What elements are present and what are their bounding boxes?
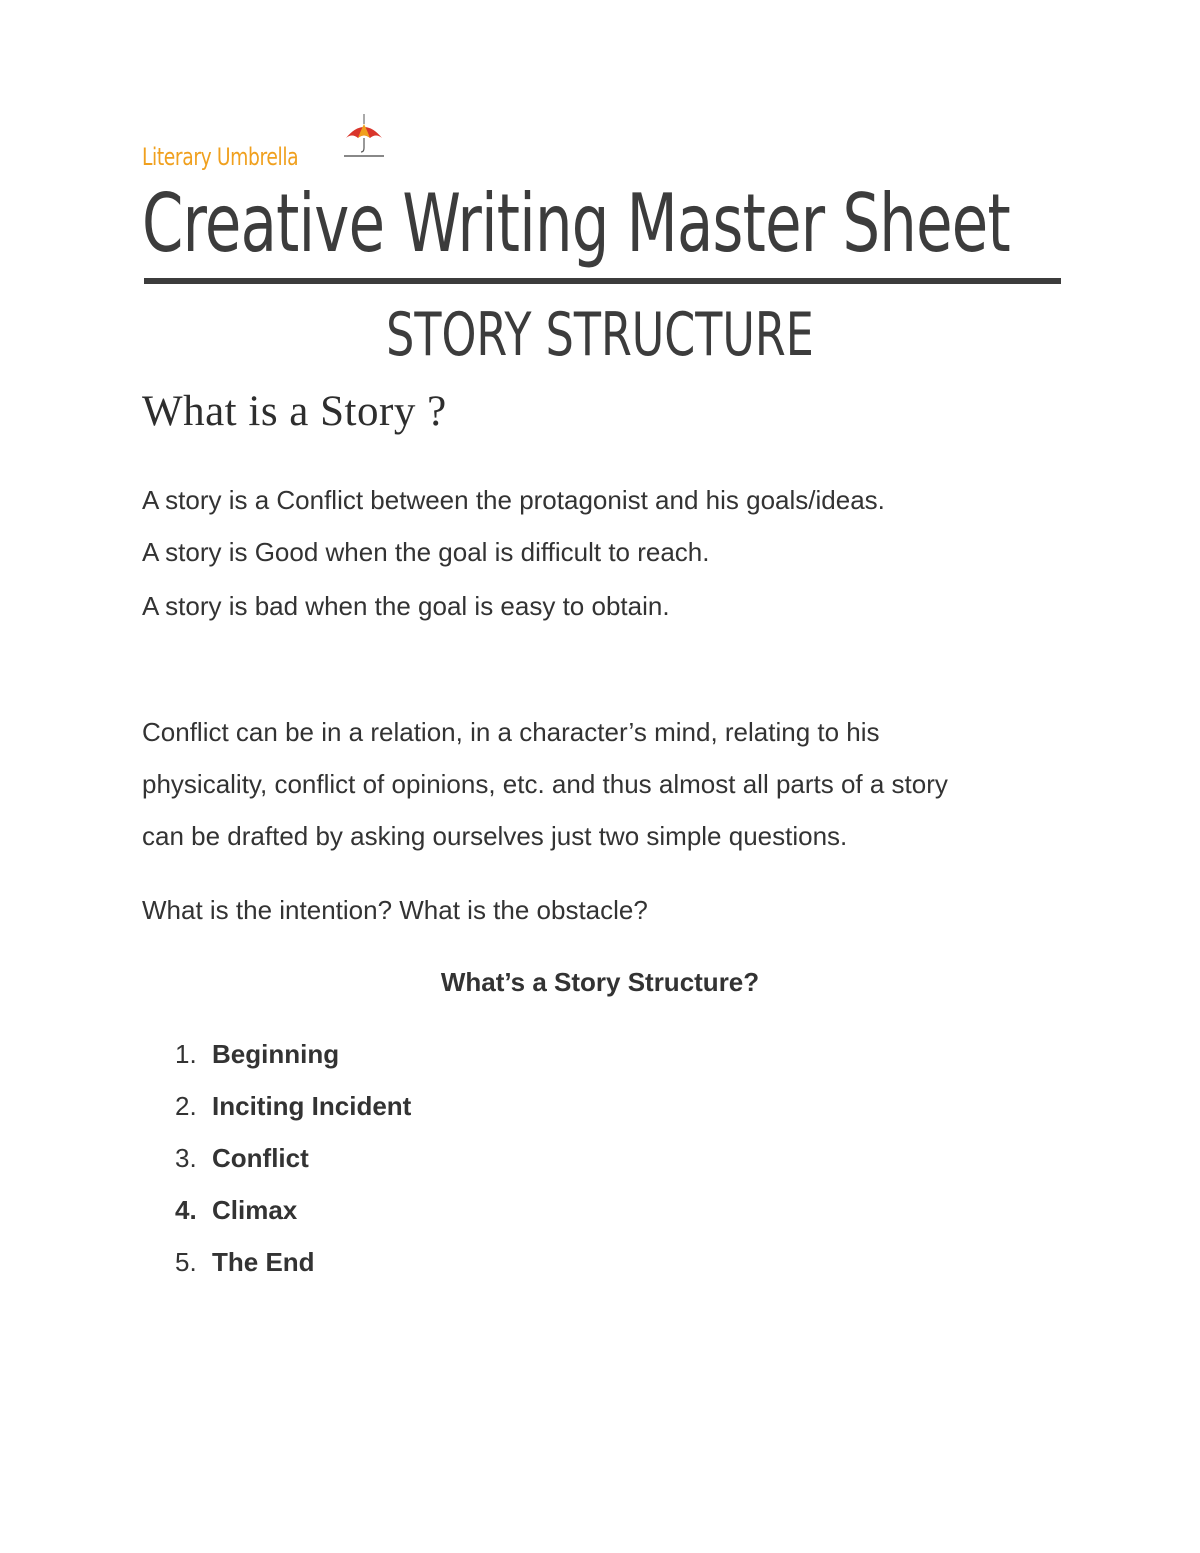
paragraph-line: can be drafted by asking ourselves just two simple questions. bbox=[142, 821, 848, 851]
paragraph-line: Conflict can be in a relation, in a character’s mind, relating to his bbox=[142, 717, 880, 747]
list-item-number: 4. bbox=[175, 1195, 197, 1225]
list-item-label: Climax bbox=[212, 1195, 298, 1225]
list-item bbox=[175, 1236, 411, 1288]
list-item-label: Inciting Incident bbox=[212, 1091, 412, 1121]
document-title: Creative Writing Master Sheet bbox=[142, 177, 1010, 270]
list-item-label: The End bbox=[212, 1247, 315, 1277]
list-item-number: 5. bbox=[175, 1247, 197, 1277]
list-item-number: 1. bbox=[175, 1039, 197, 1069]
paragraph-line: A story is Good when the goal is difficult to reach. bbox=[142, 537, 710, 567]
list-item-label: Conflict bbox=[212, 1143, 309, 1173]
paragraph-line: A story is a Conflict between the protagonist and his goals/ideas. bbox=[142, 485, 885, 515]
story-structure-list bbox=[175, 1028, 411, 1288]
subheading: What is a Story ? bbox=[142, 388, 447, 435]
list-item-label: Beginning bbox=[212, 1039, 340, 1069]
list-item bbox=[175, 1028, 411, 1080]
list-item bbox=[175, 1132, 411, 1184]
structure-heading: What’s a Story Structure? bbox=[440, 967, 760, 997]
paragraph-line: What is the intention? What is the obstacle? bbox=[142, 895, 648, 925]
title-divider bbox=[144, 278, 1061, 284]
list-item-number: 3. bbox=[175, 1143, 197, 1173]
list-item-number: 2. bbox=[175, 1091, 197, 1121]
paragraph-line: A story is bad when the goal is easy to obtain. bbox=[142, 591, 670, 621]
umbrella-logo-icon bbox=[336, 112, 392, 164]
paragraph-line: physicality, conflict of opinions, etc. and thus almost all parts of a story bbox=[142, 769, 948, 799]
list-item bbox=[175, 1080, 411, 1132]
section-title: STORY STRUCTURE bbox=[386, 300, 814, 370]
brand-name: Literary Umbrella bbox=[142, 143, 299, 171]
list-item bbox=[175, 1184, 411, 1236]
